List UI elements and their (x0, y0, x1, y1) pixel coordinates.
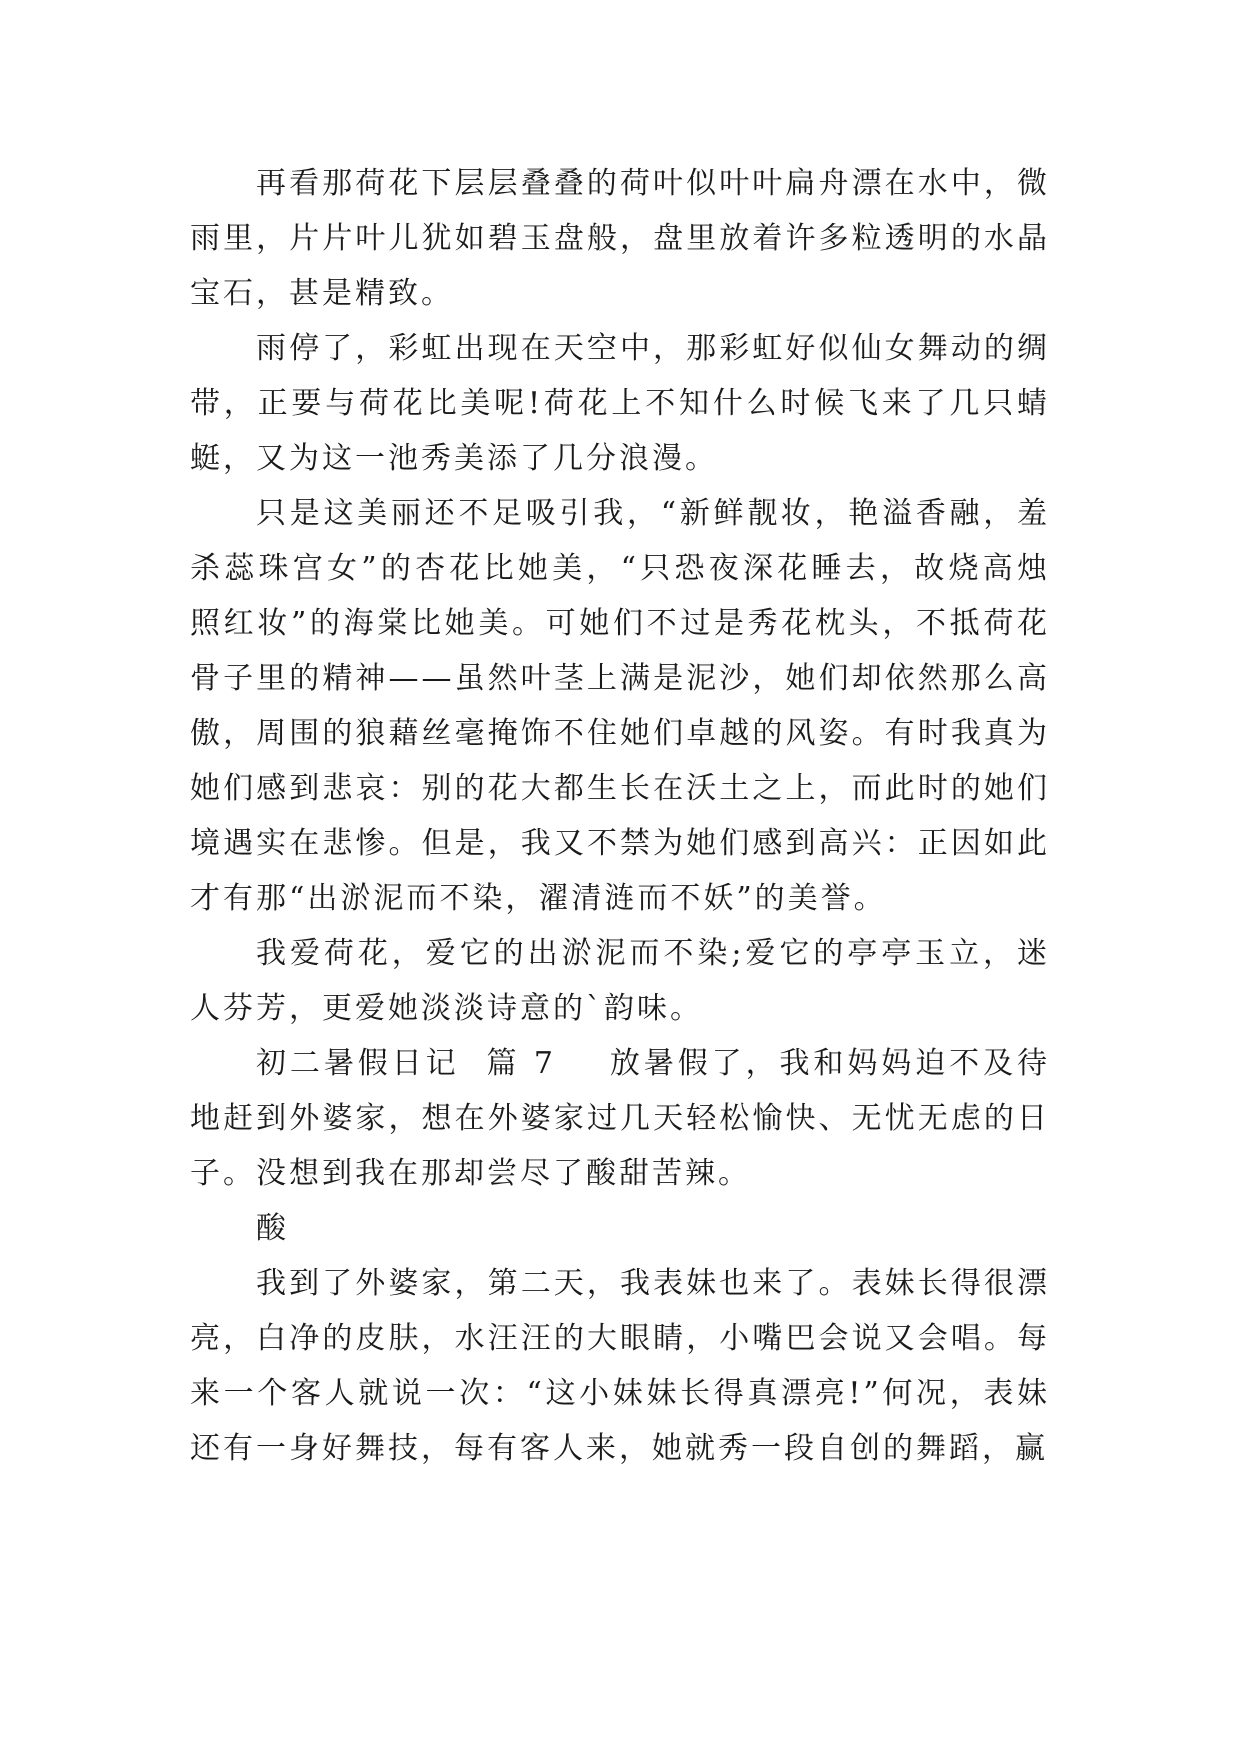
paragraph: 我爱荷花，爱它的出淤泥而不染;爱它的亭亭玉立，迷人芬芳，更爱她淡淡诗意的`韵味。 (190, 936, 1050, 1026)
paragraph-heading-entry: 初二暑假日记 篇 7 放暑假了，我和妈妈迫不及待地赶到外婆家，想在外婆家过几天轻松愉快、无忧无虑的日子。没想到我在那却尝尽了酸甜苦辣。 (190, 1046, 1050, 1191)
paragraph: 雨停了，彩虹出现在天空中，那彩虹好似仙女舞动的绸带，正要与荷花比美呢!荷花上不知什么时候飞来了几只蜻蜓，又为这一池秀美添了几分浪漫。 (190, 331, 1050, 476)
paragraph: 再看那荷花下层层叠叠的荷叶似叶叶扁舟漂在水中，微雨里，片片叶儿犹如碧玉盘般，盘里放着许多粒透明的水晶宝石，甚是精致。 (190, 166, 1050, 311)
section-heading: 酸 (256, 1211, 289, 1246)
body-text (190, 156, 1050, 1476)
paragraph: 只是这美丽还不足吸引我，“新鲜靓妆，艳溢香融，羞杀蕊珠宫女”的杏花比她美，“只恐夜深花睡去，故烧高烛照红妆”的海棠比她美。可她们不过是秀花枕头，不抵荷花骨子里的精神——虽然叶茎上满是泥沙，她们却依然那么高傲，周围的狼藉丝毫掩饰不住她们卓越的风姿。有时我真为她们感到悲哀：别的花大都生长在沃土之上，而此时的她们境遇实在悲惨。但是，我又不禁为她们感到高兴：正因如此才有那“出淤泥而不染，濯清涟而不妖”的美誉。 (190, 496, 1050, 916)
paragraph: 我到了外婆家，第二天，我表妹也来了。表妹长得很漂亮，白净的皮肤，水汪汪的大眼睛，小嘴巴会说又会唱。每来一个客人就说一次：“这小妹妹长得真漂亮!”何况，表妹还有一身好舞技，每有客人来，她就秀一段自创的舞蹈，赢 (190, 1266, 1050, 1466)
